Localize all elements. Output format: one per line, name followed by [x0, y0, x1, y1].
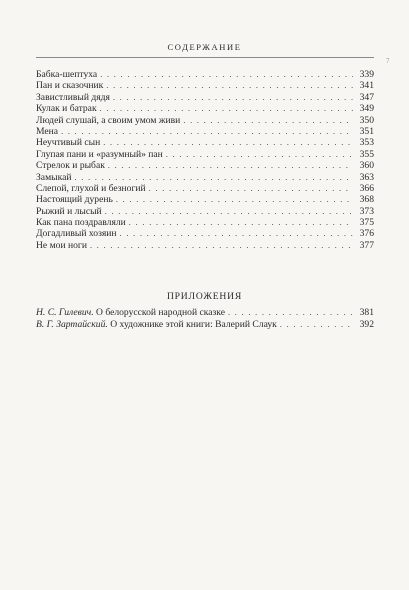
entry-title: Догадливый хозяин: [36, 228, 117, 240]
entry-title: Слепой, глухой и безногий: [36, 182, 146, 194]
margin-mark: 7: [386, 57, 390, 65]
entry-page: 377: [359, 239, 374, 251]
entry-title: Завистливый дядя: [36, 91, 110, 103]
appendix-entry-text: [36, 307, 225, 319]
entry-page: 363: [359, 171, 374, 183]
entry-title: Пан и сказочник: [36, 80, 104, 92]
entry-page: 368: [359, 194, 374, 206]
entry-title: Глупая пани и «разумный» пан: [36, 148, 163, 160]
toc-entry: [36, 92, 374, 103]
entry-page: 353: [359, 137, 374, 149]
entry-page: 375: [359, 217, 374, 229]
dot-leader: [103, 137, 353, 148]
entry-title: Мена: [36, 125, 59, 137]
entry-page: 351: [359, 125, 374, 137]
appendix-entry: [36, 307, 374, 319]
appendix-list: [36, 307, 374, 331]
entry-page: 349: [359, 103, 374, 115]
toc-entry: [36, 103, 374, 114]
entry-title: Рыжий и лысый: [36, 205, 102, 217]
dot-leader: [106, 80, 353, 91]
entry-page: 376: [359, 228, 374, 240]
toc-entry: [36, 115, 374, 126]
page-header: СОДЕРЖАНИЕ: [167, 42, 242, 52]
entry-page: 366: [359, 182, 374, 194]
dot-leader: [228, 307, 353, 319]
entry-page: 339: [359, 68, 374, 80]
dot-leader: [100, 69, 353, 80]
dot-leader: [280, 319, 353, 331]
toc-entry: [36, 160, 374, 171]
toc-entry: [36, 137, 374, 148]
dot-leader: [108, 160, 353, 171]
dot-leader: [90, 240, 353, 251]
appendix-heading: ПРИЛОЖЕНИЯ: [166, 291, 243, 302]
contents-list: [36, 69, 374, 251]
entry-title: Кулак и батрак: [36, 103, 97, 115]
toc-entry: [36, 149, 374, 160]
appendix-author: Н. С. Гилевич.: [36, 307, 94, 318]
toc-entry: [36, 126, 374, 137]
entry-page: 355: [359, 148, 374, 160]
toc-entry: [36, 183, 374, 194]
dot-leader: [129, 217, 353, 228]
toc-entry: [36, 217, 374, 228]
entry-page: 350: [359, 114, 374, 126]
dot-leader: [166, 149, 353, 160]
dot-leader: [100, 103, 353, 114]
dot-leader: [61, 126, 353, 137]
entry-title: Настоящий дурень: [36, 194, 113, 206]
header-rule: [36, 57, 374, 58]
appendix-entry: [36, 319, 374, 331]
dot-leader: [105, 206, 353, 217]
entry-title: Людей слушай, а своим умом живи: [36, 114, 181, 126]
entry-title: Не мои ноги: [36, 239, 87, 251]
appendix-entry-text: [36, 319, 277, 331]
appendix-title: О белорусской народной сказке: [93, 307, 225, 318]
entry-page: 341: [359, 80, 374, 92]
dot-leader: [113, 92, 353, 103]
toc-entry: [36, 194, 374, 205]
entry-title: Как пана поздравляли: [36, 217, 126, 229]
entry-page: 347: [359, 91, 374, 103]
appendix-page: 381: [359, 307, 374, 318]
toc-entry: [36, 80, 374, 91]
entry-title: Стрелок и рыбак: [36, 160, 105, 172]
toc-entry: [36, 240, 374, 251]
appendix-author: В. Г. Зартайский.: [36, 318, 108, 330]
dot-leader: [120, 228, 353, 239]
entry-title: Замыкай: [36, 171, 72, 183]
toc-entry: [36, 228, 374, 239]
toc-entry: [36, 69, 374, 80]
entry-page: 360: [359, 160, 374, 172]
toc-entry: [36, 172, 374, 183]
dot-leader: [183, 115, 353, 126]
dot-leader: [149, 183, 353, 194]
dot-leader: [75, 172, 354, 183]
appendix-page: 392: [359, 318, 374, 330]
appendix-title: О художнике этой книги: Валерий Слаук: [107, 318, 277, 330]
entry-page: 373: [359, 205, 374, 217]
dot-leader: [116, 194, 353, 205]
entry-title: Бабка-шептуха: [36, 68, 98, 80]
entry-title: Неучтивый сын: [36, 137, 101, 149]
toc-entry: [36, 206, 374, 217]
